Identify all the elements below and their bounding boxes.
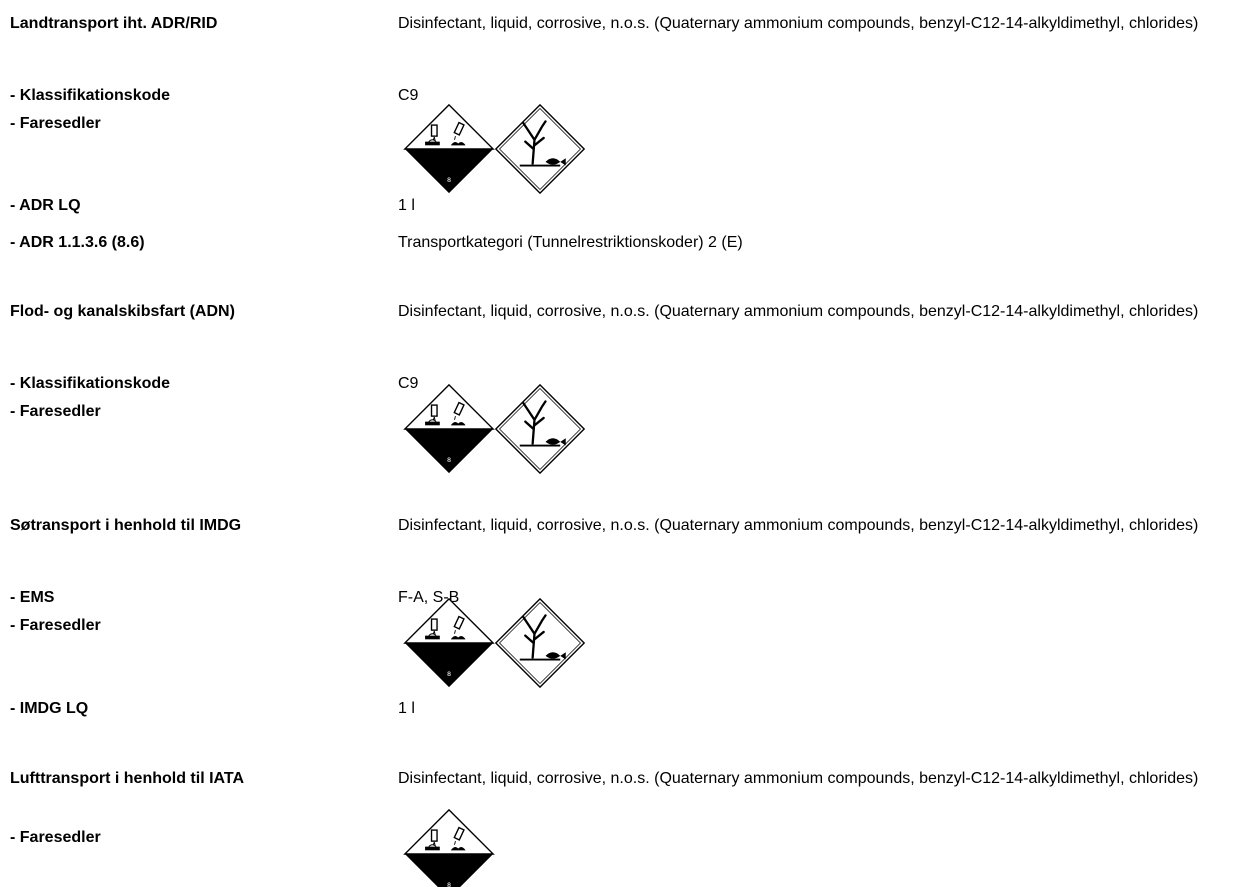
row-label-adr-lq: - ADR LQ — [10, 197, 81, 214]
row-value-adr-lq: 1 l — [398, 197, 415, 214]
corrosive-pictogram-icon — [403, 383, 495, 475]
section-heading-sea-transport: Søtransport i henhold til IMDG — [10, 517, 242, 534]
section-description-air-transport: Disinfectant, liquid, corrosive, n.o.s. (Quaternary ammonium compounds, benzyl-C12-14-alkyldimethyl, chlorides) — [398, 770, 1199, 787]
corrosive-pictogram-icon — [403, 597, 495, 689]
section-description-inland-waterway: Disinfectant, liquid, corrosive, n.o.s. (Quaternary ammonium compounds, benzyl-C12-14-alkyldimethyl, chlorides) — [398, 303, 1199, 320]
environment-hazard-pictogram-icon — [494, 597, 586, 689]
row-label-hazard-labels: - Faresedler — [10, 403, 101, 420]
row-value-ems: F-A, S-B — [398, 589, 460, 606]
row-label-hazard-labels: - Faresedler — [10, 829, 101, 846]
row-label-adr-1136: - ADR 1.1.3.6 (8.6) — [10, 234, 145, 251]
row-label-classification-code: - Klassifikationskode — [10, 375, 171, 392]
section-heading-inland-waterway: Flod- og kanalskibsfart (ADN) — [10, 303, 235, 320]
environment-hazard-pictogram-icon — [494, 103, 586, 195]
corrosive-pictogram-icon — [403, 103, 495, 195]
row-value-classification-code: C9 — [398, 87, 419, 104]
row-label-hazard-labels: - Faresedler — [10, 617, 101, 634]
section-heading-air-transport: Lufttransport i henhold til IATA — [10, 770, 245, 787]
row-value-classification-code: C9 — [398, 375, 419, 392]
row-label-imdg-lq: - IMDG LQ — [10, 700, 89, 717]
environment-hazard-pictogram-icon — [494, 383, 586, 475]
row-label-hazard-labels: - Faresedler — [10, 115, 101, 132]
row-label-ems: - EMS — [10, 589, 55, 606]
row-value-adr-1136: Transportkategori (Tunnelrestriktionskoder) 2 (E) — [398, 234, 743, 251]
section-heading-land-transport: Landtransport iht. ADR/RID — [10, 15, 218, 32]
row-label-classification-code: - Klassifikationskode — [10, 87, 171, 104]
corrosive-pictogram-icon — [403, 808, 495, 887]
section-description-sea-transport: Disinfectant, liquid, corrosive, n.o.s. (Quaternary ammonium compounds, benzyl-C12-14-alkyldimethyl, chlorides) — [398, 517, 1199, 534]
section-description-land-transport: Disinfectant, liquid, corrosive, n.o.s. (Quaternary ammonium compounds, benzyl-C12-14-alkyldimethyl, chlorides) — [398, 15, 1199, 32]
row-value-imdg-lq: 1 l — [398, 700, 415, 717]
